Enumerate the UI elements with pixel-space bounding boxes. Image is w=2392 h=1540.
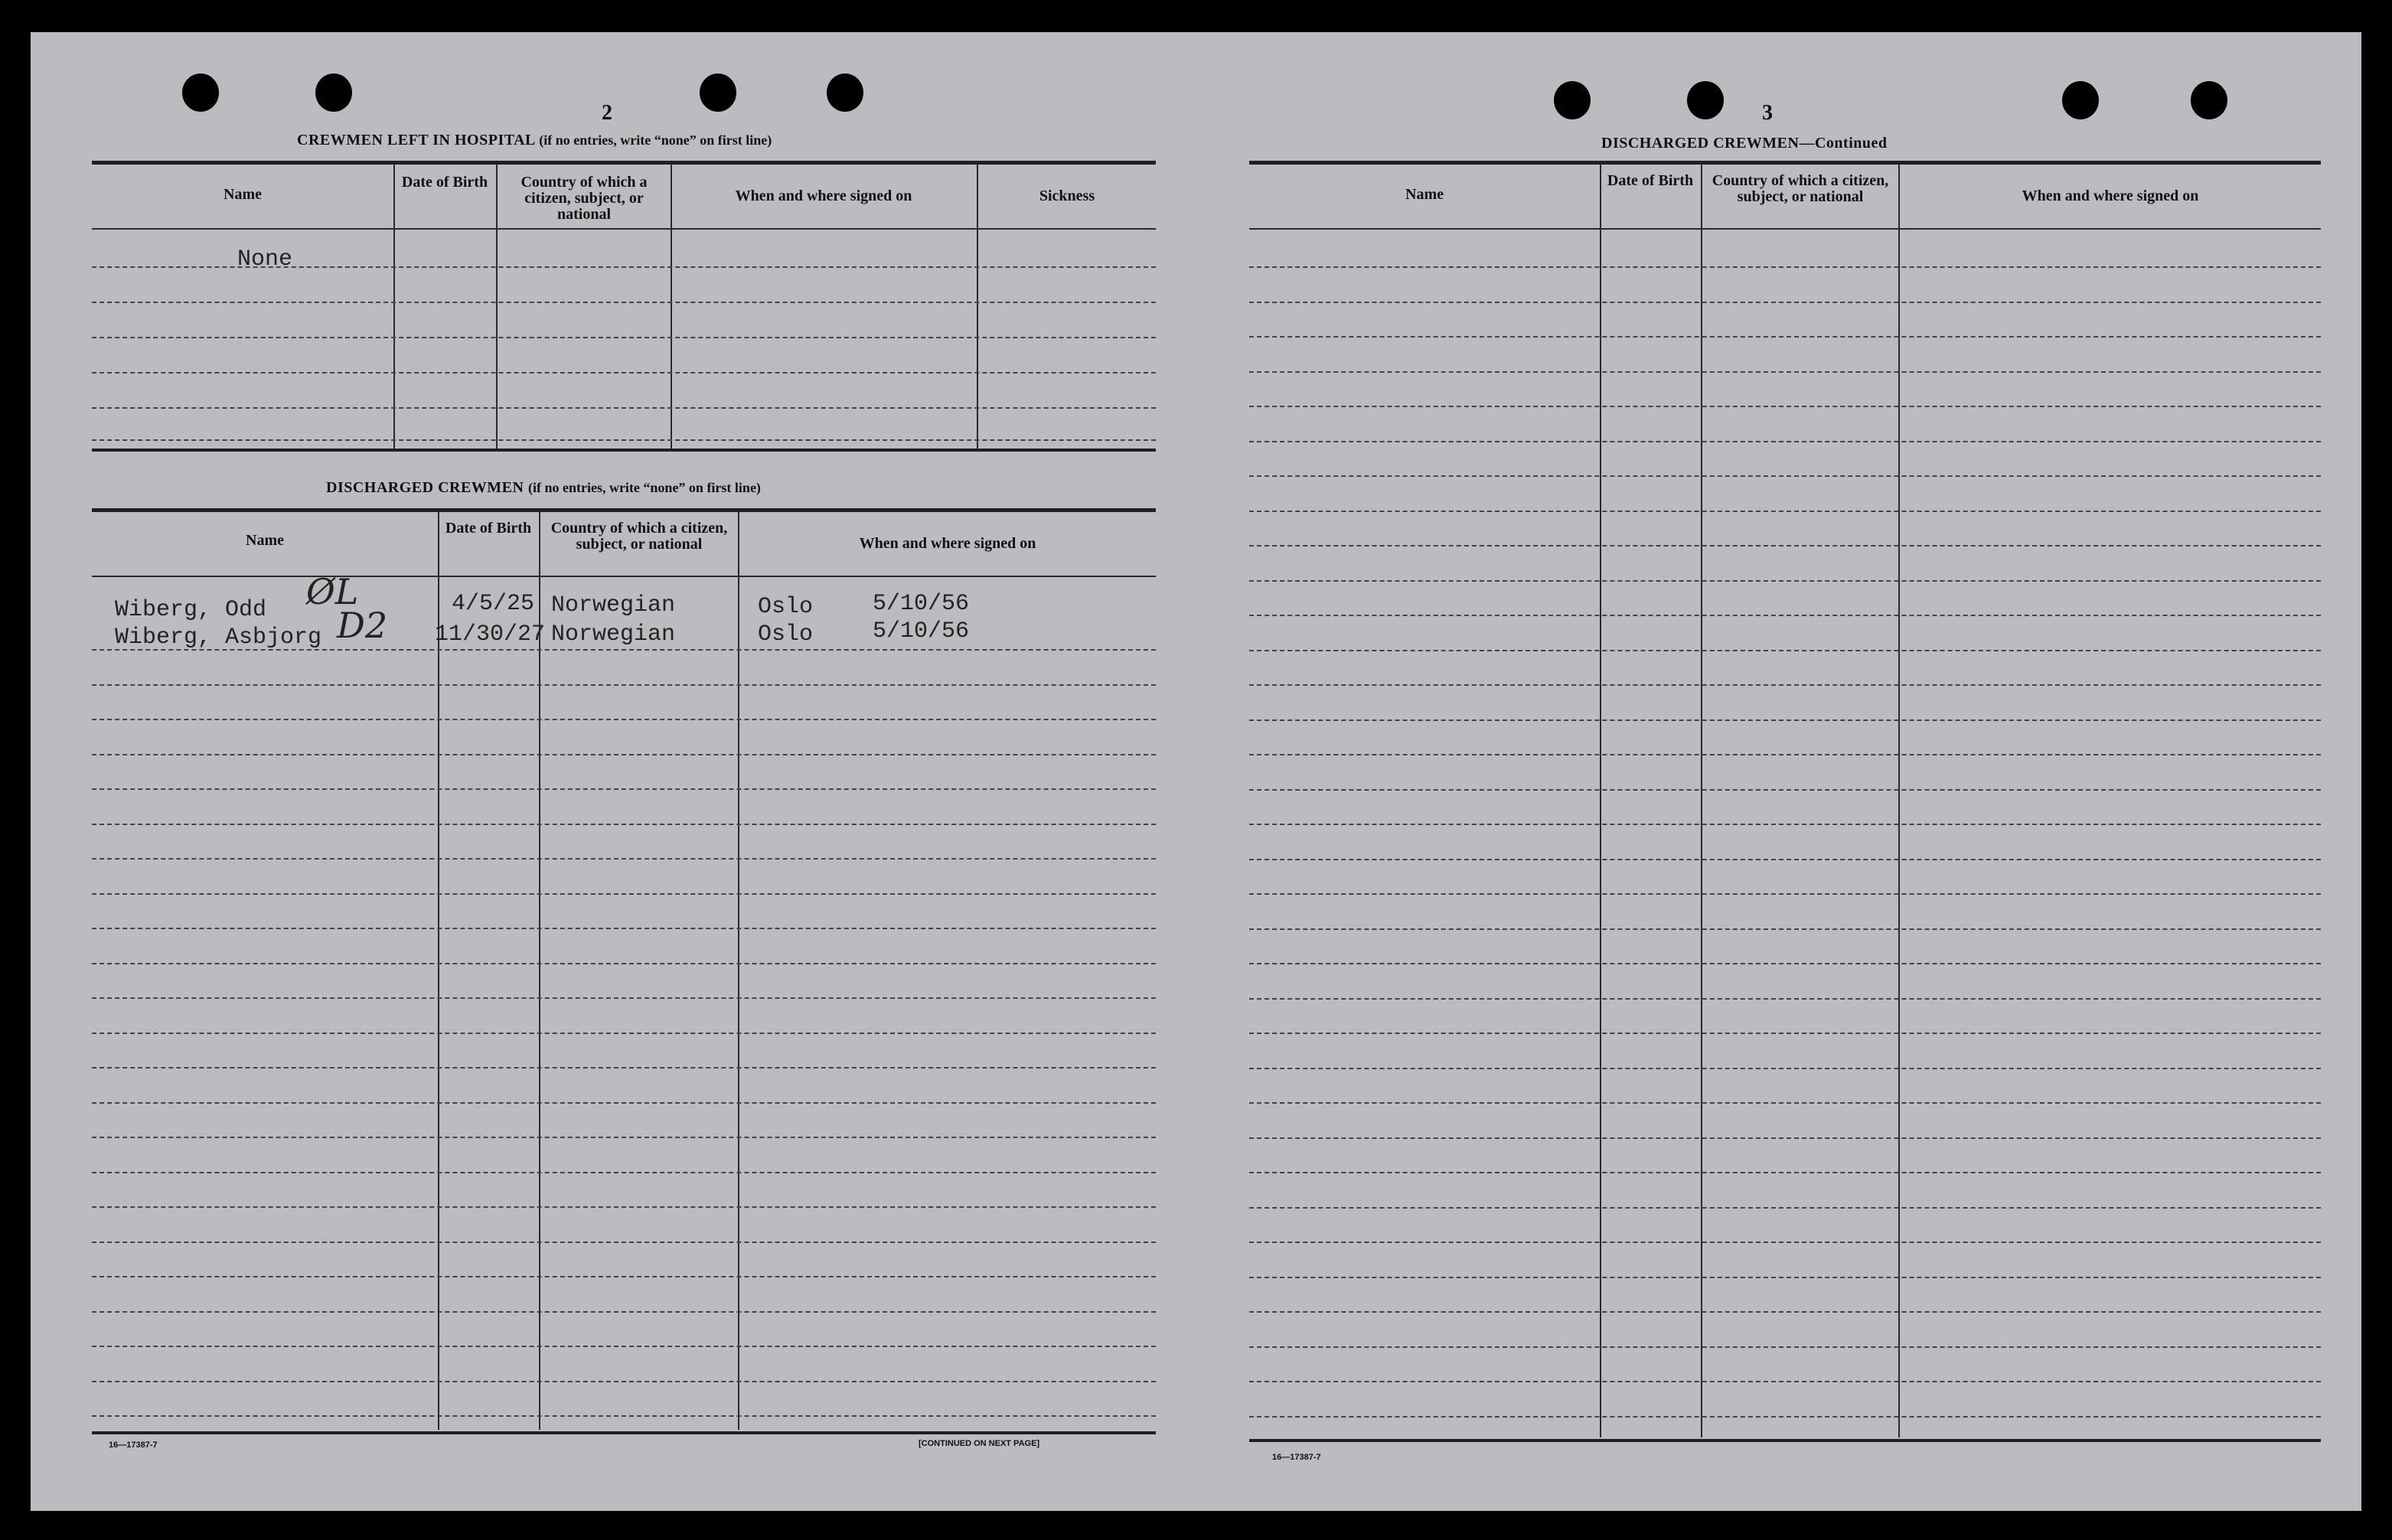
right-row-line — [1249, 719, 2321, 721]
hospital-header-dob: Date of Birth — [401, 174, 488, 191]
discharged-row-line — [92, 858, 1156, 860]
discharged-row-line — [92, 1415, 1156, 1417]
right-row-line — [1249, 1033, 2321, 1034]
punch-hole — [700, 73, 736, 112]
discharged-row-line — [92, 788, 1156, 790]
discharged-row-line — [92, 1276, 1156, 1277]
right-col-divider — [1600, 164, 1601, 1437]
hospital-title: CREWMEN LEFT IN HOSPITAL — [297, 132, 535, 148]
discharged-row-line — [92, 1241, 1156, 1243]
hospital-header-sickness: Sickness — [1039, 188, 1095, 204]
discharged-title: DISCHARGED CREWMEN — [326, 479, 524, 496]
discharged-row-line — [92, 1137, 1156, 1138]
discharged-header-country: Country of which a citizen, subject, or national — [550, 520, 728, 553]
discharged-section-title — [326, 479, 761, 497]
hospital-row-line — [92, 337, 1156, 338]
punch-hole — [1687, 81, 1724, 119]
hospital-header-rule — [92, 228, 1156, 230]
right-row-line — [1249, 928, 2321, 930]
hospital-row-line — [92, 407, 1156, 409]
right-row-line — [1249, 441, 2321, 442]
right-row-line — [1249, 859, 2321, 860]
crew-row-2-initials: D2 — [337, 605, 388, 646]
right-row-line — [1249, 998, 2321, 1000]
right-table-top-rule — [1249, 161, 2321, 165]
right-row-line — [1249, 1137, 2321, 1139]
punch-hole — [182, 73, 219, 112]
right-header-signed: When and where signed on — [2022, 188, 2199, 204]
hospital-entry-none: None — [237, 246, 293, 272]
hospital-col-divider — [671, 164, 672, 449]
form-sheet — [31, 32, 2361, 1511]
crew-row-2-place: Oslo — [758, 622, 814, 648]
right-row-line — [1249, 1346, 2321, 1348]
right-row-line — [1249, 1311, 2321, 1313]
hospital-col-divider — [393, 164, 395, 449]
right-row-line — [1249, 1416, 2321, 1418]
discharged-row-line — [92, 963, 1156, 964]
discharged-header-signed: When and where signed on — [859, 535, 1036, 552]
right-header-name: Name — [1405, 186, 1444, 203]
crew-row-2-date: 5/10/56 — [873, 618, 970, 644]
punch-hole — [2191, 81, 2227, 119]
discharged-row-line — [92, 1346, 1156, 1347]
hospital-header-signed: When and where signed on — [735, 188, 912, 204]
right-row-line — [1249, 893, 2321, 895]
continued-note: [CONTINUED ON NEXT PAGE] — [919, 1439, 1040, 1448]
discharged-row-line — [92, 1381, 1156, 1382]
right-row-line — [1249, 963, 2321, 964]
punch-hole — [827, 73, 863, 112]
hospital-instruction: (if no entries, write “none” on first line) — [539, 132, 772, 148]
hospital-table-top-rule — [92, 161, 1156, 165]
discharged-row-line — [92, 1206, 1156, 1208]
right-row-line — [1249, 266, 2321, 268]
right-row-line — [1249, 1241, 2321, 1243]
right-row-line — [1249, 789, 2321, 791]
hospital-header-country: Country of which a citizen, subject, or national — [520, 174, 648, 223]
right-row-line — [1249, 406, 2321, 407]
punch-hole — [315, 73, 352, 112]
discharged-row-line — [92, 824, 1156, 825]
right-row-line — [1249, 615, 2321, 616]
right-row-line — [1249, 1277, 2321, 1278]
crew-row-1-place: Oslo — [758, 594, 814, 620]
right-row-line — [1249, 371, 2321, 373]
right-row-line — [1249, 302, 2321, 303]
right-header-dob: Date of Birth — [1607, 172, 1694, 189]
discharged-row-line — [92, 997, 1156, 999]
crew-row-1-name: Wiberg, Odd — [115, 597, 267, 623]
right-header-rule — [1249, 228, 2321, 230]
discharged-row-line — [92, 1033, 1156, 1034]
punch-hole — [1554, 81, 1591, 119]
discharged-table-bottom-rule — [92, 1431, 1156, 1434]
right-row-line — [1249, 580, 2321, 582]
right-row-line — [1249, 511, 2321, 512]
discharged-header-dob: Date of Birth — [445, 520, 532, 537]
hospital-section-title — [297, 132, 772, 149]
right-row-line — [1249, 650, 2321, 651]
discharged-row-line — [92, 1102, 1156, 1104]
hospital-header-name: Name — [224, 186, 262, 203]
right-row-line — [1249, 1381, 2321, 1382]
right-row-line — [1249, 475, 2321, 477]
discharged-header-rule — [92, 576, 1156, 577]
discharged-row-line — [92, 684, 1156, 686]
crew-row-1-initials: ØL — [306, 571, 359, 612]
discharged-row-line — [92, 1311, 1156, 1313]
discharged-row-line — [92, 893, 1156, 895]
right-row-line — [1249, 824, 2321, 825]
discharged-table-top-rule — [92, 508, 1156, 512]
punch-hole — [2062, 81, 2099, 119]
right-row-line — [1249, 545, 2321, 547]
discharged-header-name: Name — [246, 532, 284, 549]
hospital-row-line — [92, 439, 1156, 441]
discharged-row-line — [92, 719, 1156, 720]
discharged-row-line — [92, 1067, 1156, 1069]
discharged-instruction: (if no entries, write “none” on first line) — [527, 480, 761, 495]
right-row-line — [1249, 684, 2321, 686]
hospital-table-bottom-rule — [92, 449, 1156, 452]
hospital-col-divider — [977, 164, 978, 449]
right-col-divider — [1898, 164, 1900, 1437]
right-table-bottom-rule — [1249, 1439, 2321, 1442]
crew-row-2-country: Norwegian — [551, 622, 676, 648]
right-row-line — [1249, 1172, 2321, 1173]
crew-row-2-name: Wiberg, Asbjorg — [115, 625, 322, 651]
right-header-country: Country of which a citizen, subject, or national — [1712, 172, 1889, 205]
right-section-title: DISCHARGED CREWMEN—Continued — [1601, 135, 1888, 152]
right-row-line — [1249, 1102, 2321, 1104]
right-row-line — [1249, 1068, 2321, 1069]
hospital-col-divider — [496, 164, 498, 449]
page-number-left: 2 — [602, 101, 612, 125]
hospital-row-line — [92, 372, 1156, 374]
right-row-line — [1249, 336, 2321, 338]
discharged-row-line — [92, 928, 1156, 929]
crew-row-1-date: 5/10/56 — [873, 591, 970, 617]
crew-row-1-dob: 4/5/25 — [452, 591, 535, 617]
crew-row-1-country: Norwegian — [551, 592, 676, 618]
discharged-row-line — [92, 1172, 1156, 1173]
right-col-divider — [1701, 164, 1702, 1437]
form-number-right: 16—17387-7 — [1272, 1453, 1321, 1462]
right-row-line — [1249, 754, 2321, 755]
right-row-line — [1249, 1207, 2321, 1209]
hospital-row-line — [92, 302, 1156, 303]
form-number-left: 16—17387-7 — [109, 1440, 158, 1450]
discharged-row-line — [92, 754, 1156, 755]
page-number-right: 3 — [1762, 101, 1773, 125]
crew-row-2-dob: 11/30/27 — [435, 622, 546, 648]
